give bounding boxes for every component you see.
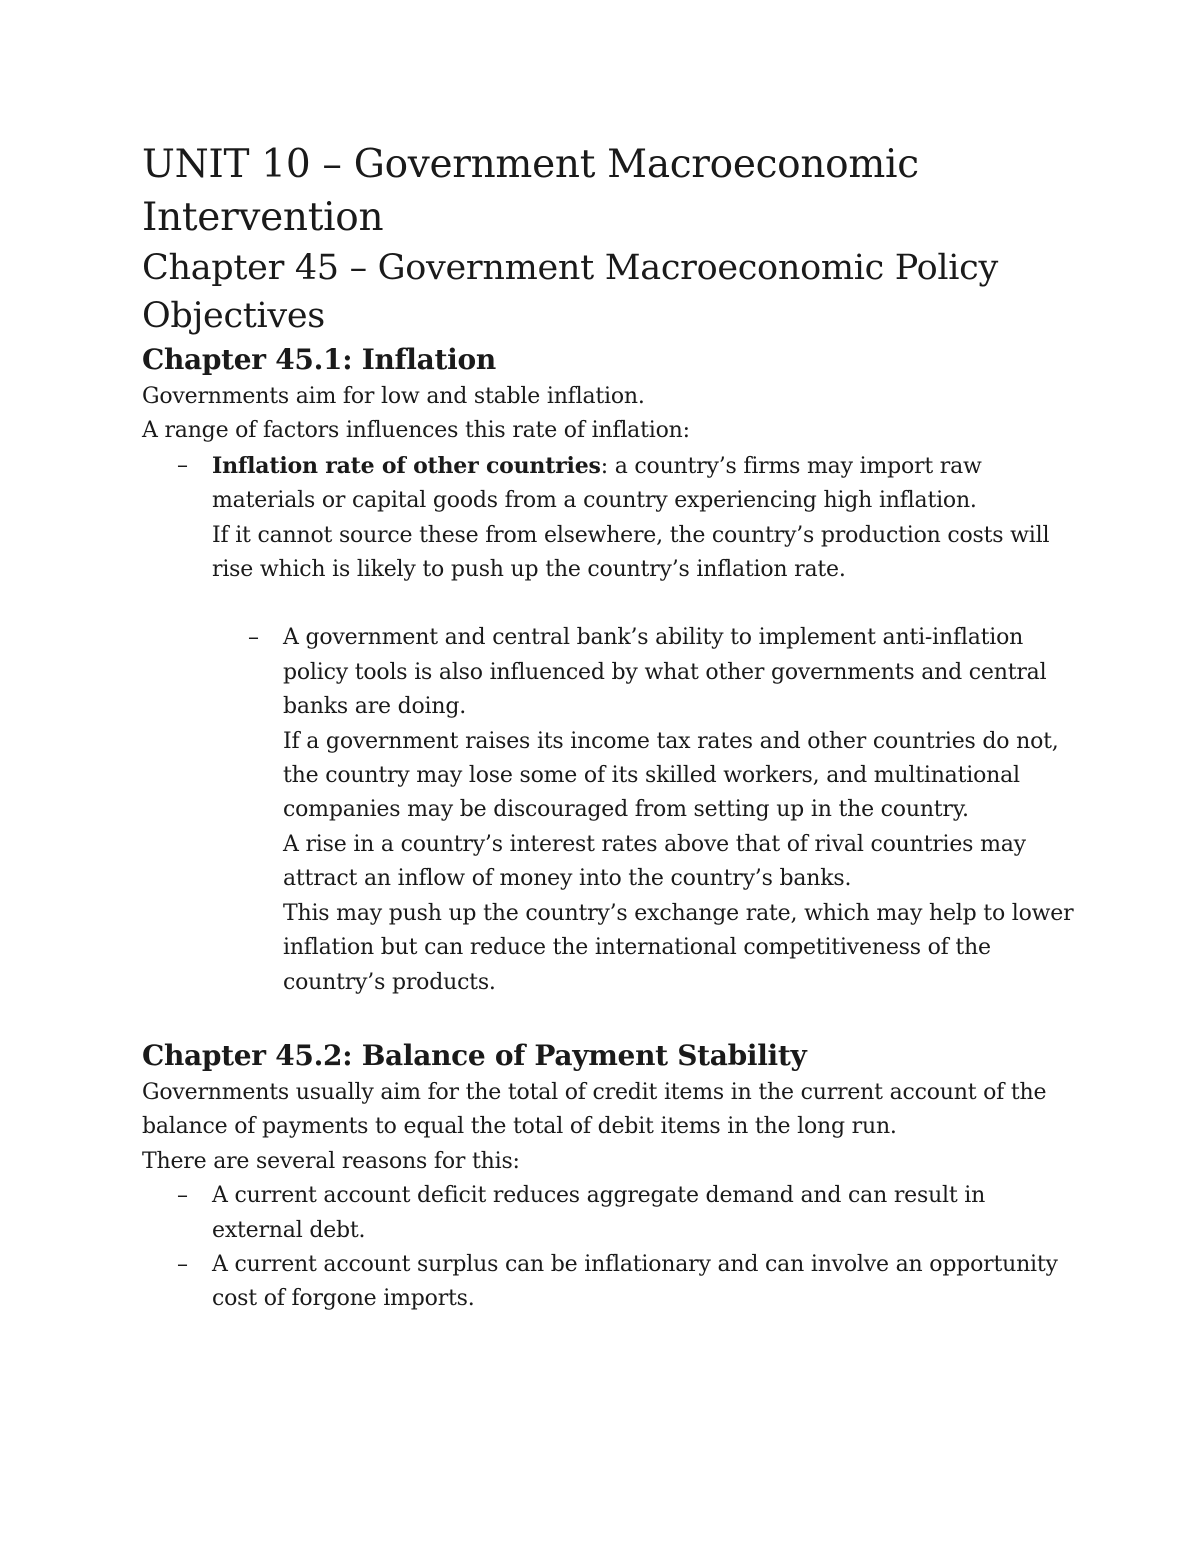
list-item-text-3: A rise in a country’s interest rates above that of rival countries may attract an inflow of money into the country’s banks. [283, 831, 1026, 892]
bop-intro-1: Governments usually aim for the total of credit items in the current account of the balance of payments to equal the total of debit items in the long run. [142, 1079, 1047, 1140]
list-item-text-4: This may push up the country’s exchange rate, which may help to lower inflation but can reduce the international competitiveness of the country’s products. [283, 900, 1074, 995]
unit-title: UNIT 10 – Government Macroeconomic Intervention [142, 142, 919, 240]
dash-bullet: – [248, 625, 259, 651]
dash-bullet: – [177, 1251, 188, 1277]
list-item-text: A current account surplus can be inflationary and can involve an opportunity cost of forgone imports. [212, 1251, 1058, 1312]
dash-bullet: – [177, 452, 188, 478]
list-item [142, 1179, 1082, 1248]
inflation-intro-1: Governments aim for low and stable inflation. [142, 384, 645, 409]
document-page [142, 138, 1082, 1317]
inflation-policy-list [142, 621, 1082, 999]
list-item-text [212, 449, 1082, 519]
bop-reasons-list [142, 1179, 1082, 1317]
list-item-text-2: If it cannot source these from elsewhere, the country’s production costs will rise which is likely to push up the country’s inflation rate. [212, 522, 1050, 583]
section-heading-balance-of-payment: Chapter 45.2: Balance of Payment Stability [142, 1038, 807, 1072]
section-heading-inflation: Chapter 45.1: Inflation [142, 343, 496, 376]
spacer [142, 1000, 1082, 1036]
inflation-factors-list [142, 449, 1082, 588]
list-item-text-rest: : a country’s firms may import raw materials or capital goods from a country experiencing high inflation. [212, 453, 982, 514]
spacer [142, 587, 1082, 621]
list-item-text: A government and central bank’s ability to implement anti-inflation policy tools is also influenced by what other governments and central banks are doing. [283, 625, 1047, 720]
chapter-title: Chapter 45 – Government Macroeconomic Policy Objectives [142, 248, 998, 336]
inflation-intro-2: A range of factors influences this rate of inflation: [142, 418, 690, 444]
list-item-text: A current account deficit reduces aggregate demand and can result in external debt. [212, 1183, 986, 1243]
list-item-text-2: If a government raises its income tax rates and other countries do not, the country may lose some of its skilled workers, and multinational companies may be discouraged from setting up in the country. [283, 728, 1059, 823]
list-item [142, 621, 1082, 999]
list-item [142, 449, 1082, 588]
list-item-bold-term: Inflation rate of other countries [212, 452, 601, 479]
dash-bullet: – [177, 1183, 188, 1209]
list-item [142, 1248, 1082, 1317]
bop-intro-2: There are several reasons for this: [142, 1148, 520, 1174]
